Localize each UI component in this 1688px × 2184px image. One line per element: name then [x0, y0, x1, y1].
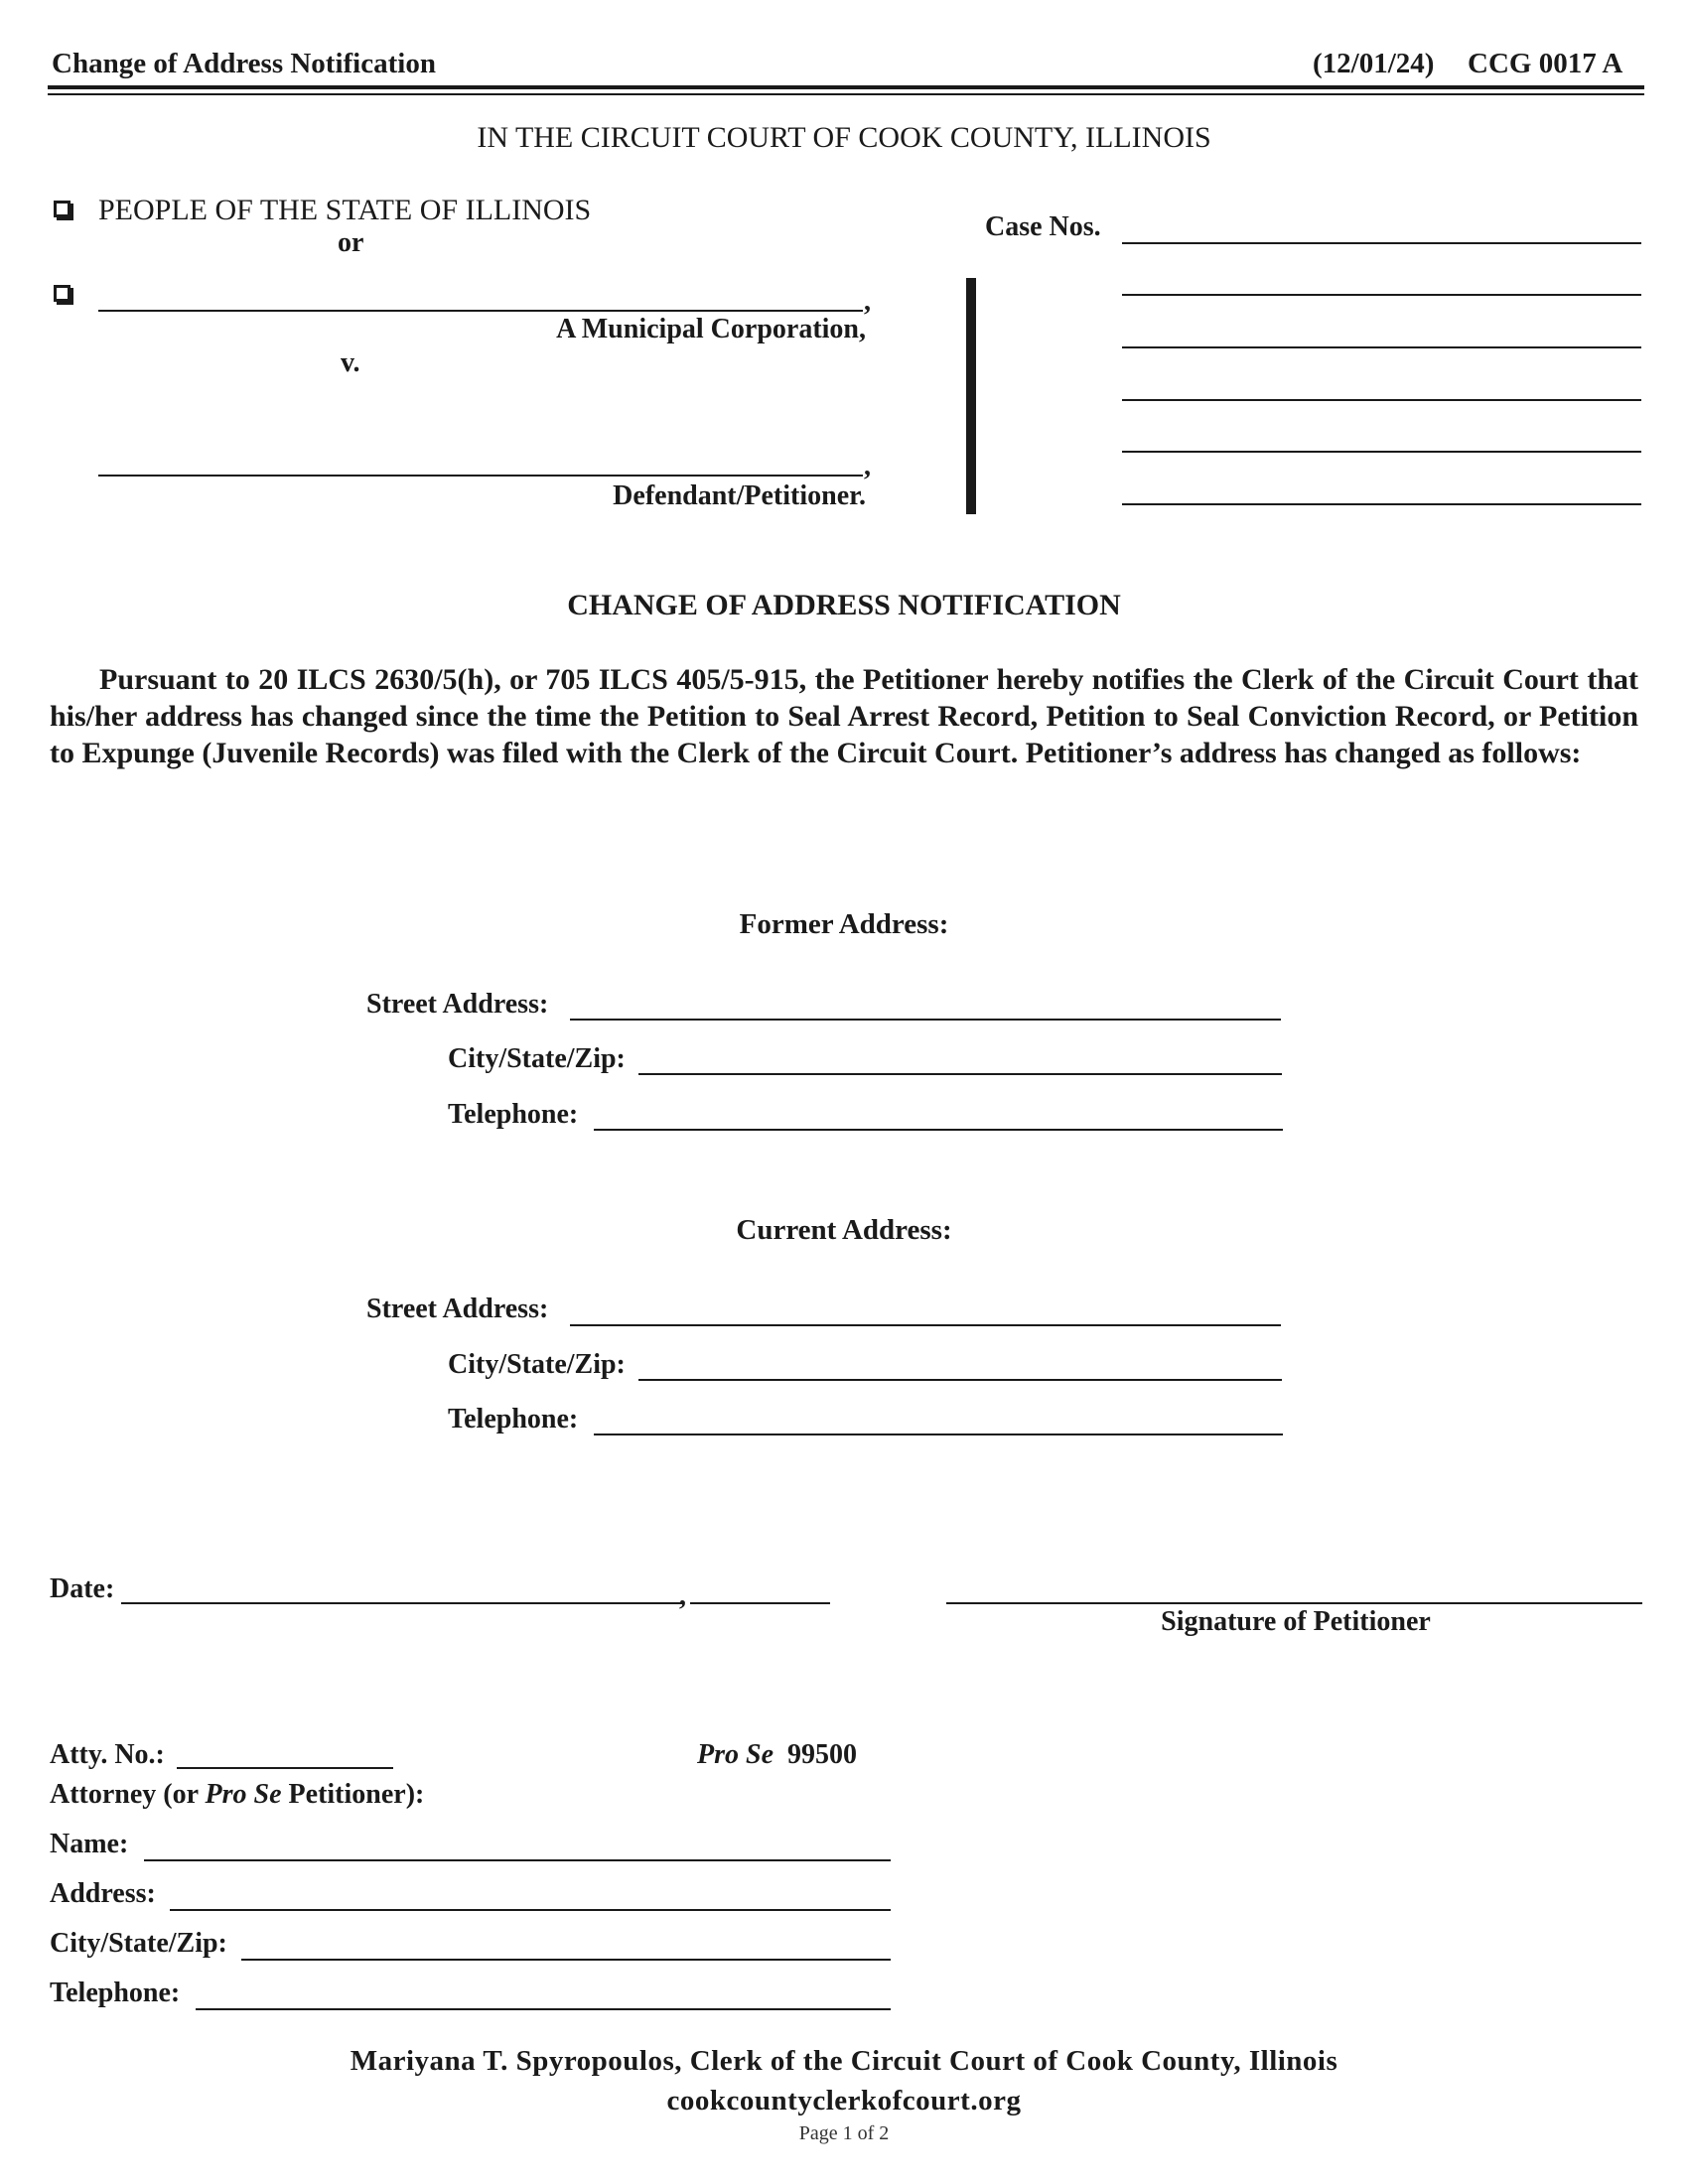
comma-2: ,	[864, 451, 871, 481]
municipality-name-line[interactable]	[98, 310, 863, 312]
former-city-label: City/State/Zip:	[448, 1043, 626, 1074]
former-city-field[interactable]	[638, 1073, 1282, 1075]
atty-no-field[interactable]	[177, 1767, 393, 1769]
attorney-heading	[50, 1779, 424, 1811]
notification-paragraph: Pursuant to 20 ILCS 2630/5(h), or 705 ILCS 405/5-915, the Petitioner hereby notifies the Clerk of the Circuit Court that his/her address has changed since the time the Petition to Seal Arrest Record, Petition to Seal Conviction Record, or Petition to Expunge (Juvenile Records) was filed with the Clerk of the Circuit Court. Petitioner’s address has changed as follows:	[50, 663, 1638, 769]
year-field[interactable]	[690, 1602, 830, 1604]
pro-se-label: Pro Se	[697, 1739, 774, 1770]
attorney-heading-pre: Attorney (or	[50, 1779, 206, 1810]
form-date: (12/01/24)	[1313, 48, 1435, 79]
people-label: PEOPLE OF THE STATE OF ILLINOIS	[98, 194, 592, 226]
case-nos-label: Case Nos.	[985, 211, 1101, 242]
caption-divider	[966, 278, 976, 514]
current-street-label: Street Address:	[366, 1294, 549, 1324]
former-address-heading: Former Address:	[739, 908, 949, 940]
page-number: Page 1 of 2	[798, 2122, 890, 2144]
attorney-phone-field[interactable]	[196, 2008, 891, 2010]
former-phone-label: Telephone:	[448, 1099, 579, 1130]
website-link[interactable]: cookcountyclerkofcourt.org	[666, 2085, 1022, 2116]
header-rule-thick	[48, 85, 1644, 89]
current-street-field[interactable]	[570, 1324, 1281, 1326]
signature-label: Signature of Petitioner	[1161, 1606, 1431, 1637]
current-city-label: City/State/Zip:	[448, 1349, 626, 1380]
attorney-name-field[interactable]	[144, 1859, 891, 1861]
people-checkbox[interactable]	[54, 201, 70, 217]
case-no-line-5[interactable]	[1122, 451, 1641, 453]
case-no-line-2[interactable]	[1122, 294, 1641, 296]
or-label: or	[338, 227, 364, 258]
case-no-line-4[interactable]	[1122, 399, 1641, 401]
municipal-checkbox[interactable]	[54, 285, 70, 302]
defendant-name-line[interactable]	[98, 475, 863, 477]
comma-1: ,	[864, 286, 871, 317]
form-title: CHANGE OF ADDRESS NOTIFICATION	[567, 589, 1121, 621]
defendant-petitioner-label: Defendant/Petitioner.	[613, 480, 866, 511]
former-phone-field[interactable]	[594, 1129, 1283, 1131]
current-phone-label: Telephone:	[448, 1404, 579, 1434]
versus-label: v.	[341, 347, 360, 378]
former-street-field[interactable]	[570, 1019, 1281, 1021]
current-phone-field[interactable]	[594, 1433, 1283, 1435]
pro-se-number: 99500	[787, 1739, 857, 1770]
attorney-address-field[interactable]	[170, 1909, 891, 1911]
attorney-city-field[interactable]	[241, 1959, 891, 1961]
attorney-city-label: City/State/Zip:	[50, 1928, 227, 1959]
atty-no-label: Atty. No.:	[50, 1739, 165, 1770]
municipal-corp-label: A Municipal Corporation,	[556, 314, 866, 344]
date-field[interactable]	[121, 1602, 683, 1604]
date-label: Date:	[50, 1573, 115, 1604]
date-comma: ,	[679, 1580, 686, 1611]
case-no-line-6[interactable]	[1122, 503, 1641, 505]
attorney-phone-label: Telephone:	[50, 1978, 181, 2008]
clerk-line: Mariyana T. Spyropoulos, Clerk of the Circuit Court of Cook County, Illinois	[350, 2045, 1338, 2077]
header-rule-thin	[48, 93, 1644, 95]
form-code: CCG 0017 A	[1468, 48, 1623, 79]
current-address-heading: Current Address:	[736, 1214, 952, 1246]
attorney-heading-italic: Pro Se	[205, 1779, 282, 1810]
court-heading: IN THE CIRCUIT COURT OF COOK COUNTY, ILLINOIS	[477, 121, 1211, 154]
current-city-field[interactable]	[638, 1379, 1282, 1381]
attorney-heading-post: Petitioner):	[281, 1779, 425, 1810]
former-street-label: Street Address:	[366, 989, 549, 1020]
form-header-title: Change of Address Notification	[52, 48, 436, 79]
case-no-line-1[interactable]	[1122, 242, 1641, 244]
case-no-line-3[interactable]	[1122, 346, 1641, 348]
signature-field[interactable]	[946, 1602, 1642, 1604]
attorney-name-label: Name:	[50, 1829, 129, 1859]
attorney-address-label: Address:	[50, 1878, 156, 1909]
